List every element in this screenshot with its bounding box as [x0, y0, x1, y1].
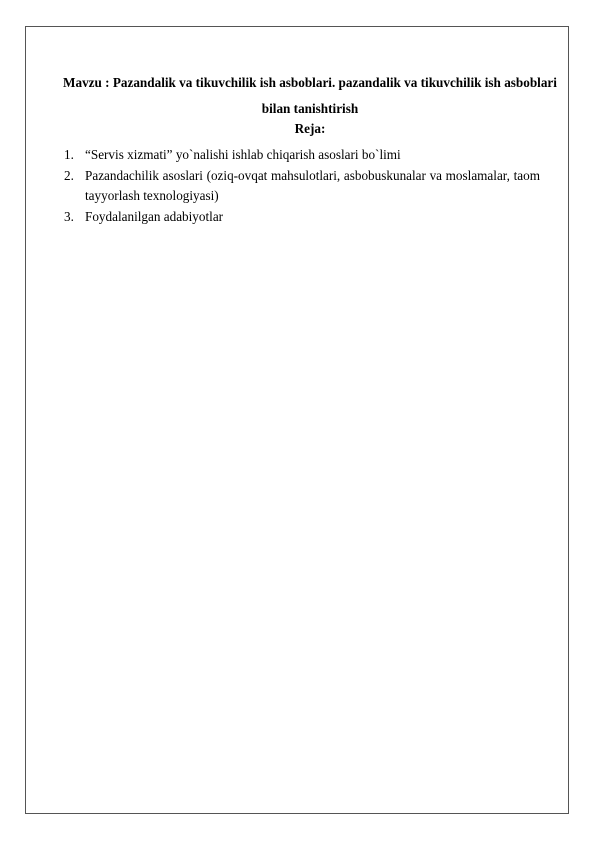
- plan-item-number: 1.: [64, 147, 74, 162]
- plan-item-text: Pazandachilik asoslari (oziq-ovqat mahsulotlari, asbobuskunalar va moslamalar, taom tayyorlash texnologiyasi): [85, 167, 540, 203]
- plan-item-2: [64, 166, 540, 207]
- plan-heading: Reja:: [294, 121, 326, 136]
- plan-item-3: [64, 207, 540, 228]
- plan-item-text: Foydalanilgan adabiyotlar: [85, 208, 224, 224]
- plan-item-text: “Servis xizmati” yo`nalishi ishlab chiqarish asoslari bo`limi: [85, 147, 401, 162]
- document-title: Mavzu : Pazandalik va tikuvchilik ish asboblari. pazandalik va tikuvchilik ish asboblari bilan tanishtirish: [63, 75, 557, 116]
- plan-item-1: [64, 145, 540, 166]
- plan-item-number: 3.: [64, 208, 74, 224]
- plan-list: [64, 145, 540, 227]
- plan-item-number: 2.: [64, 167, 74, 183]
